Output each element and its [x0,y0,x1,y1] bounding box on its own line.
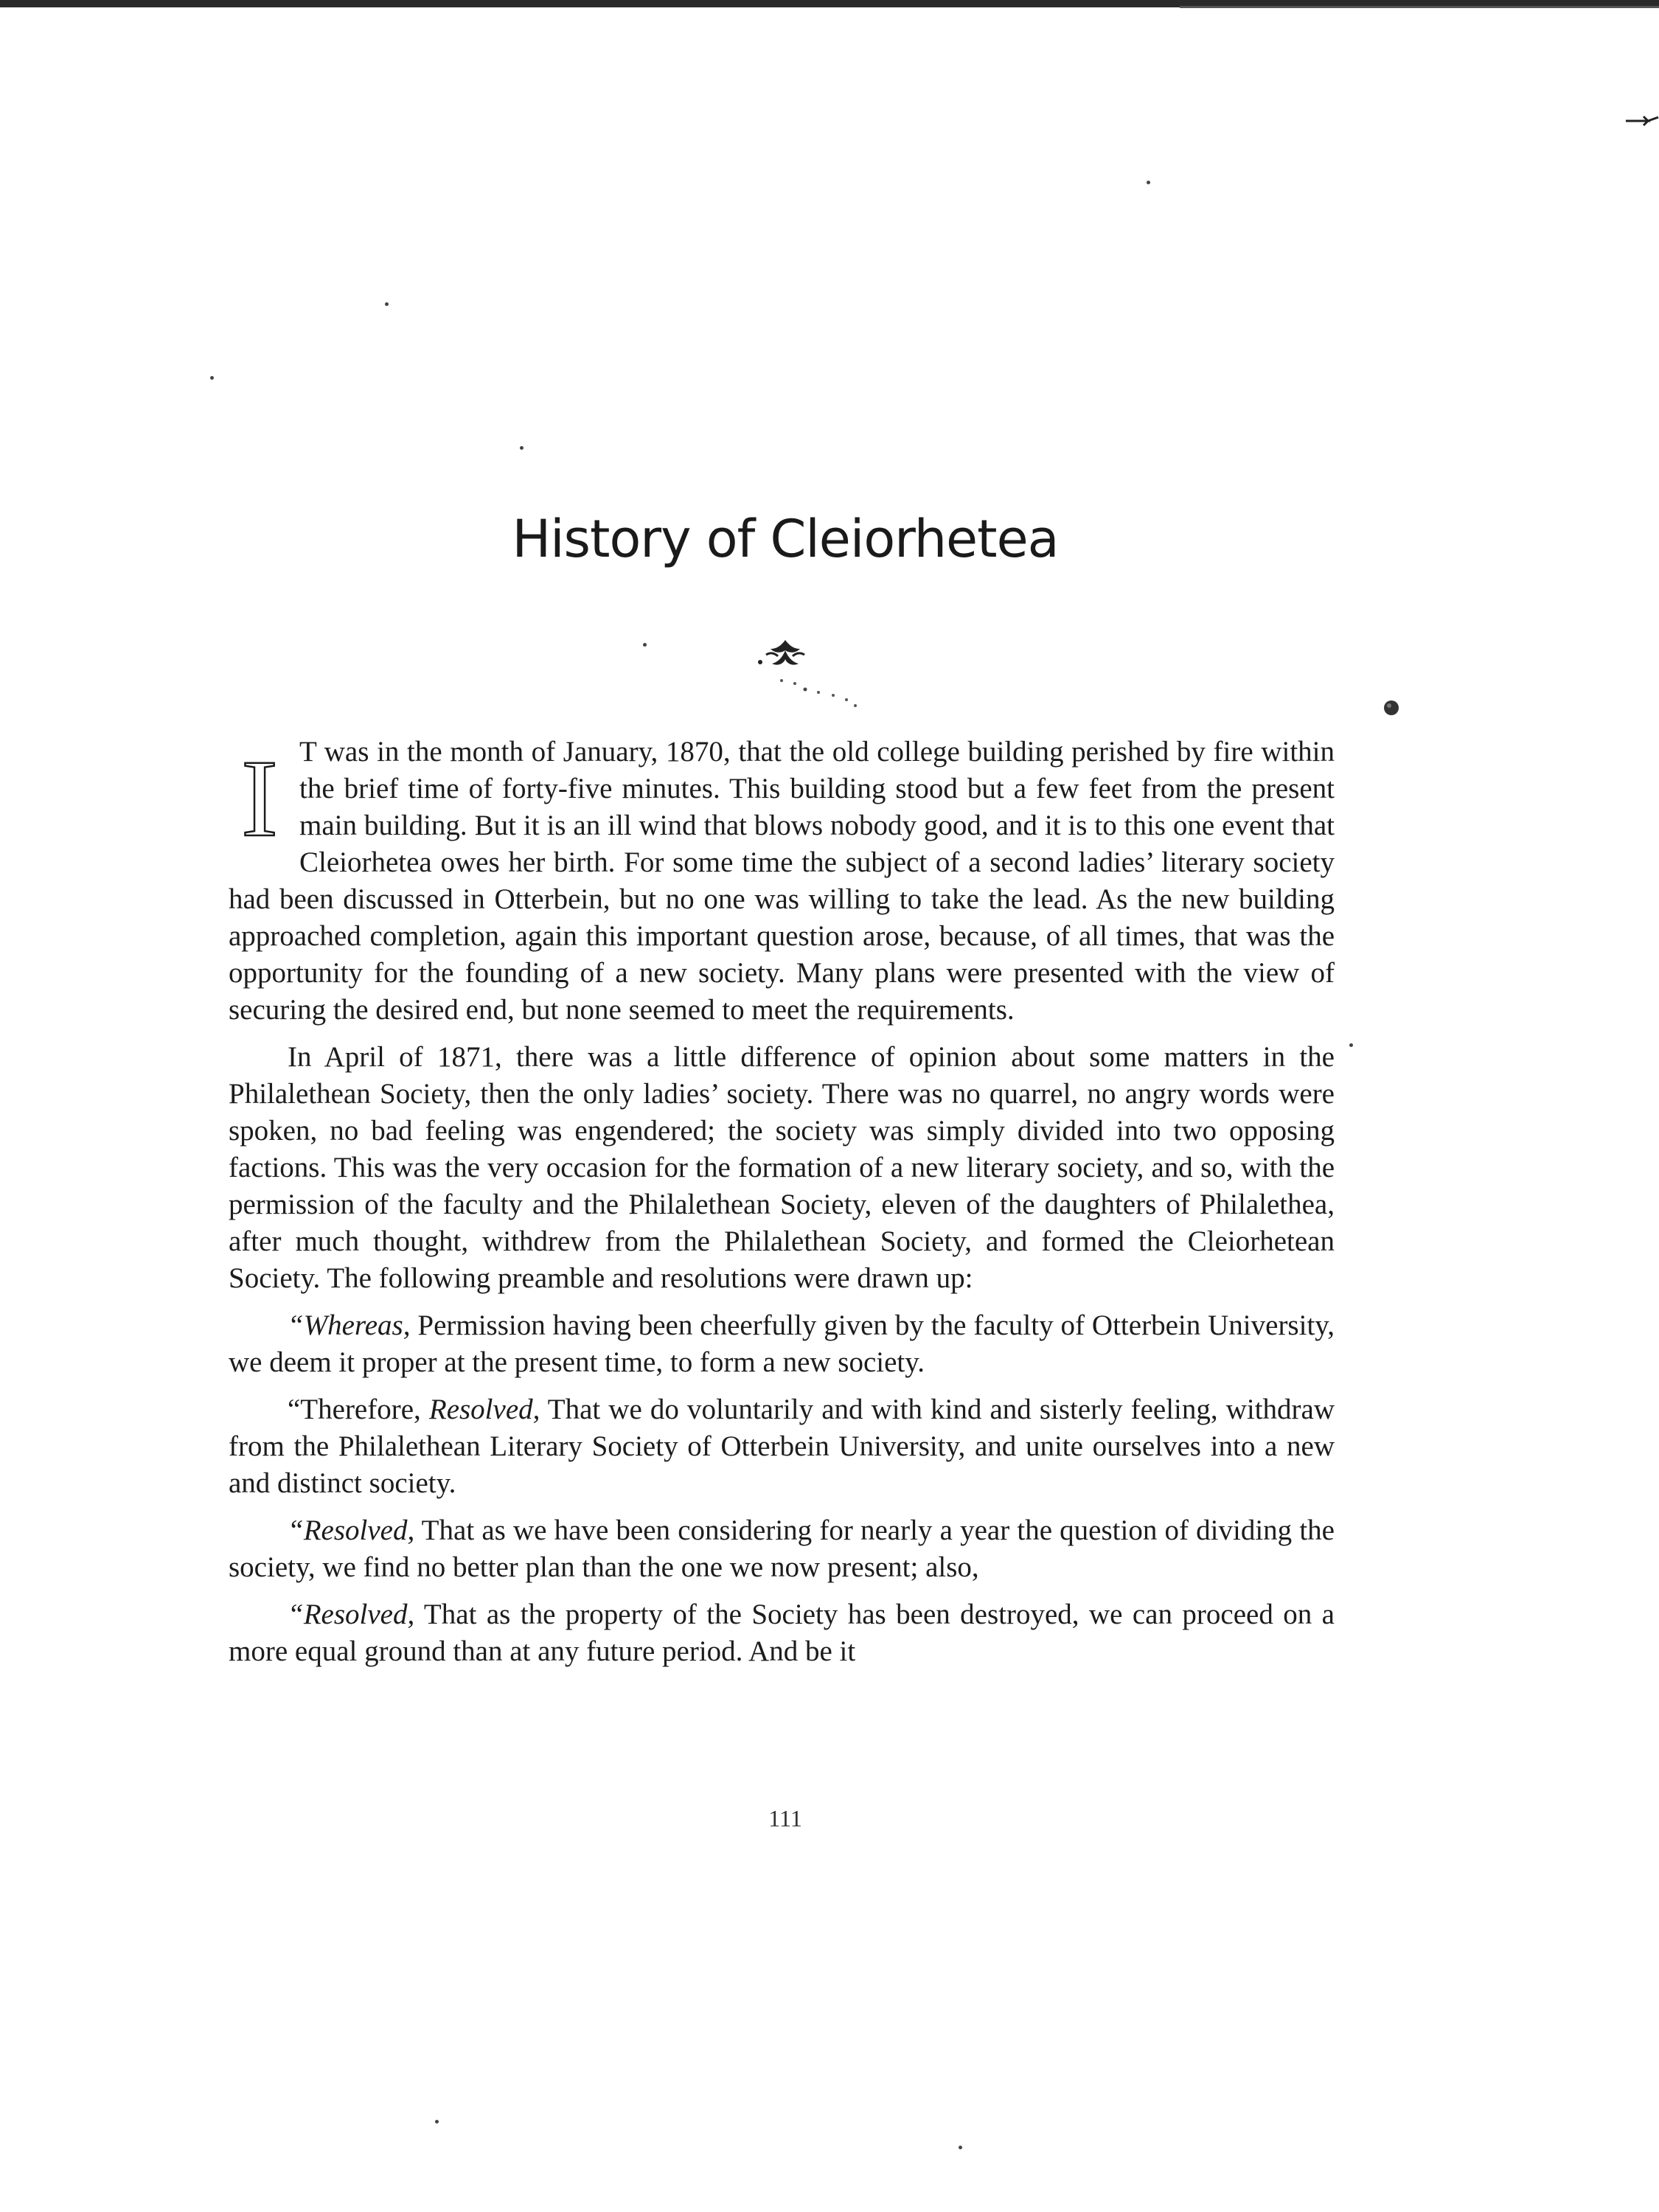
page-number: 111 [768,1805,802,1832]
paragraph-6-text: That as the property of the Society has been destroyed, we can proceed on a more equal ground than at any future period. And be it [229,1599,1335,1667]
top-edge-rule-tail [1180,6,1659,8]
paper-speck [1349,1043,1353,1047]
paragraph-6 [229,1596,1335,1670]
dropcap-glyph: I [241,742,278,846]
paper-speck [435,2120,439,2124]
paragraph-1 [229,734,1335,1029]
dropcap-letter-i [233,742,286,846]
fleuron-ornament-icon [756,633,815,677]
paragraph-4 [229,1391,1335,1502]
paragraph-4-text: That we do voluntarily and with kind and sisterly feeling, withdraw from the Philalethean Literary Society of Otterbein University, and unite ourselves into a new and distinct society. [229,1394,1335,1499]
paragraph-5 [229,1512,1335,1586]
margin-mark [1626,114,1659,128]
paper-speck [210,376,214,380]
paragraph-3-text: Permission having been cheerfully given by the faculty of Otterbein University, we deem it proper at the present time, to form a new society. [229,1310,1335,1378]
page-title: History of Cleiorhetea [512,509,1059,569]
ornament-specks [759,675,870,712]
resolution-lead: Resolved, [428,1394,540,1425]
paper-speck [959,2146,962,2149]
paper-speck [520,446,524,450]
resolution-lead: “Resolved, [288,1599,415,1630]
paper-speck [1147,181,1150,184]
paper-speck [643,643,647,647]
paragraph-3 [229,1307,1335,1381]
article-body [229,734,1335,1680]
paragraph-4-pre: “Therefore, [288,1394,429,1425]
paragraph-5-text: That as we have been considering for nearly a year the question of dividing the society, we find no better plan than the one we now present; also, [229,1514,1335,1583]
ink-blot [1382,699,1400,717]
paper-speck [385,302,389,306]
resolution-lead: “Whereas, [288,1310,411,1341]
paragraph-2: In April of 1871, there was a little difference of opinion about some matters in the Philalethean Society, then the only ladies’ society. There was no quarrel, no angry words were spoken, no bad feeling was engendered; the society was simply divided into two opposing factions. This was the very occasion for the formation of a new literary society, and so, with the permission of the faculty and the Philalethean Society, eleven of the daughters of Philalethea, after much thought, withdrew from the Philalethean Society, and formed the Cleiorhetean Society. The following preamble and resolutions were drawn up: [229,1041,1335,1294]
paragraph-1-text: T was in the month of January, 1870, that the old college building perished by fire within the brief time of forty-five minutes. This building stood but a few feet from the present main building. But it is an ill wind that blows nobody good, and it is to this one event that Cleiorhetea owes her birth. For some time the subject of a second ladies’ literary society had been discussed in Otterbein, but no one was willing to take the lead. As the new building approached completion, again this important question arose, because, of all times, that was the opportunity for the founding of a new society. Many plans were presented with the view of securing the desired end, but none seemed to meet the requirements. [229,736,1335,1026]
resolution-lead: “Resolved, [288,1514,415,1546]
